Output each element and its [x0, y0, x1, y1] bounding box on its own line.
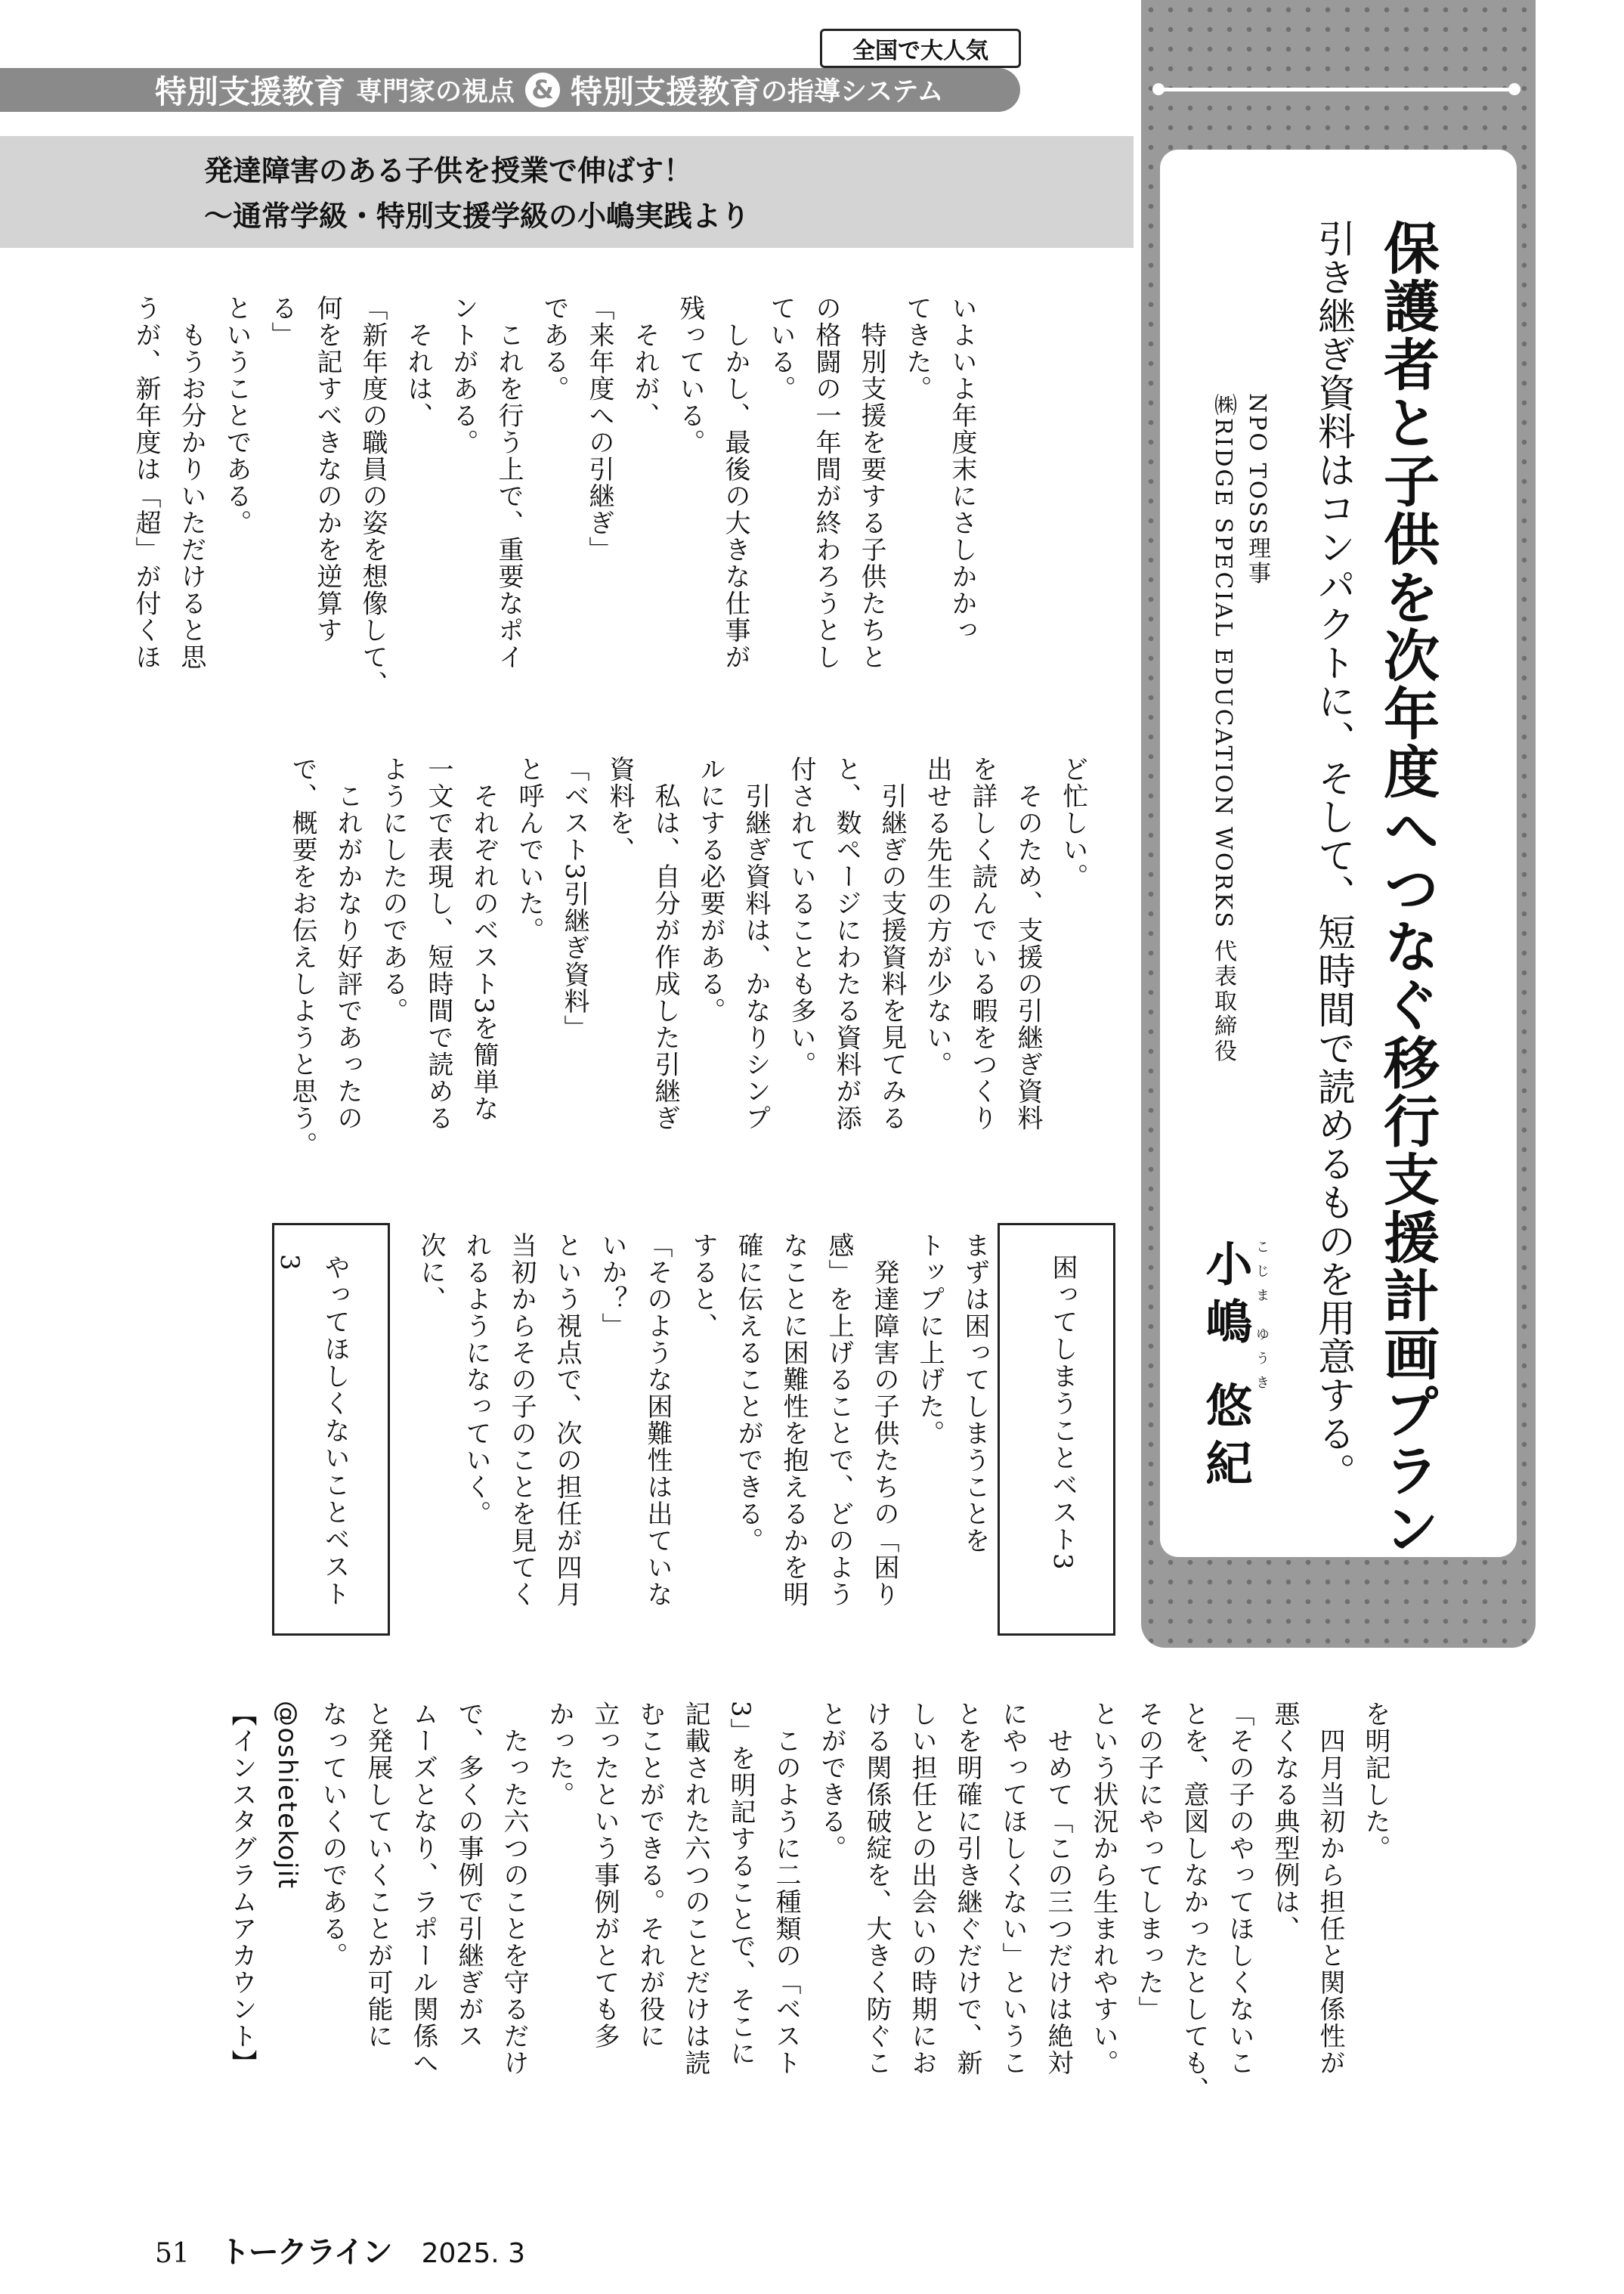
series-part1: 特別支援教育	[155, 73, 346, 110]
page-footer	[155, 2228, 525, 2271]
text-line: 感」を上げることで、どのよう	[824, 1232, 854, 1608]
text-line: である。	[539, 295, 569, 402]
text-line: 残っている。	[675, 295, 705, 456]
text-line: てきた。	[902, 295, 932, 402]
body-lower	[219, 1701, 1443, 2124]
instagram-label: 【インスタグラムアカウント】	[227, 1701, 257, 2076]
text-line: 確に伝えることができる。	[733, 1232, 763, 1554]
series-part3: 特別支援教育	[571, 73, 762, 110]
text-line: 四月当初から担任と関係性が	[1315, 1701, 1345, 2076]
series-part4: の指導システム	[761, 77, 944, 107]
panel-rule-dot-right	[1508, 83, 1520, 95]
text-line: 立ったという事例がとても多	[589, 1701, 620, 2050]
panel-rule	[1164, 88, 1511, 91]
text-line: で、概要をお伝えしようと思う。	[287, 756, 317, 1159]
series-bar-left	[0, 68, 144, 112]
text-line: で、多くの事例で引継ぎがス	[453, 1701, 484, 2050]
text-line: 付されていることも多い。	[786, 756, 816, 1078]
text-line: ようにしたのである。	[378, 756, 408, 1024]
issue-date: 2025. 3	[421, 2238, 526, 2269]
text-line: とを明確に引き継ぐだけで、新	[952, 1701, 982, 2076]
author-affiliation-1: NPO TOSS理事	[1244, 393, 1270, 587]
series-subtitle-line2: ～通常学級・特別支援学級の小嶋実践より	[204, 200, 750, 233]
box-label: やってほしくないことベスト3	[274, 1254, 350, 1608]
text-line: それが、	[629, 295, 660, 429]
text-line: と発展していくことが可能に	[363, 1701, 393, 2050]
text-line: 一文で表現し、短時間で読める	[423, 756, 453, 1132]
text-line: うが、新年度は「超」が付くほ	[131, 295, 161, 670]
box-label: 困ってしまうことベスト3	[1047, 1254, 1078, 1571]
text-line: これがかなり好評であったの	[333, 756, 363, 1132]
text-line: 出せる先生の方が少ない。	[922, 756, 952, 1078]
text-line: 「ベスト3引継ぎ資料」	[559, 756, 589, 1042]
text-line: を詳しく読んでいる暇をつくり	[967, 756, 998, 1132]
text-line: を明記した。	[1360, 1701, 1390, 1862]
text-line: せめて「この三つだけは絶対	[1043, 1701, 1073, 2076]
text-line: その子にやってしまった」	[1134, 1701, 1164, 2023]
text-line: たった六つのことを守るだけ	[499, 1701, 529, 2076]
text-line: という視点で、次の担任が四月	[552, 1232, 582, 1608]
text-line: という状況から生まれやすい。	[1088, 1701, 1118, 2076]
text-line: まずは困ってしまうことを	[960, 1232, 990, 1554]
text-line: 資料を、	[605, 756, 635, 863]
body-middle	[408, 1232, 1043, 1655]
series-part2: 専門家の視点	[356, 77, 515, 107]
text-line: いか？」	[597, 1232, 627, 1339]
text-line: このように二種類の「ベスト	[771, 1701, 801, 2076]
text-line: 記載された六つのことだけは読	[680, 1701, 710, 2076]
text-line: ルにする必要がある。	[695, 756, 725, 1024]
text-line: なっていくのである。	[317, 1701, 348, 1969]
article-title: 保護者と子供を次年度へつなぐ移行支援計画プラン	[1375, 219, 1440, 1558]
text-line: すると、	[688, 1232, 718, 1339]
text-line: 「来年度への引継ぎ」	[584, 295, 614, 563]
text-line: 「新年度の職員の姿を想像して、	[357, 295, 388, 698]
text-line: かった。	[544, 1701, 574, 1808]
ampersand-badge: &	[525, 73, 560, 107]
text-line: トップに上げた。	[914, 1232, 945, 1447]
text-line: と、数ページにわたる資料が添	[831, 756, 861, 1132]
instagram-handle: @oshietekojit	[272, 1701, 302, 1890]
text-line: ということである。	[221, 295, 252, 537]
body-upper-left	[280, 756, 1141, 1209]
text-line: なことに困難性を抱えるかを明	[778, 1232, 809, 1608]
text-line: 悪くなる典型例は、	[1270, 1701, 1300, 1943]
author-name: 小嶋 悠紀	[1198, 1240, 1253, 1497]
text-line: 「そのような困難性は出ていな	[642, 1232, 673, 1608]
text-line: それは、	[403, 295, 433, 429]
text-line: いよいよ年度末にさしかかっ	[947, 295, 977, 644]
text-line: 「その子のやってほしくないこ	[1224, 1701, 1254, 2076]
text-line: ントがある。	[448, 295, 478, 456]
text-line: 私は、自分が作成した引継ぎ	[650, 756, 680, 1132]
author-ruby: こじま ゆうき	[1254, 1240, 1270, 1400]
text-line: とができる。	[816, 1701, 846, 1862]
text-line: それぞれのベスト3を簡単な	[469, 756, 499, 1122]
text-line: もうお分かりいただけると思	[176, 295, 206, 670]
text-line: 発達障害の子供たちの「困り	[869, 1232, 899, 1608]
text-line: しい担任との出会いの時期にお	[907, 1701, 937, 2076]
series-subtitle-line1: 発達障害のある子供を授業で伸ばす！	[204, 154, 693, 187]
text-line: これを行う上で、重要なポイ	[493, 295, 524, 670]
text-line: と呼んでいた。	[514, 756, 544, 944]
text-line: にやってほしくない」というこ	[998, 1701, 1028, 2076]
text-line: 引継ぎの支援資料を見てみる	[877, 756, 907, 1132]
article-subtitle: 引き継ぎ資料はコンパクトに、そして、短時間で読めるものを用意する。	[1312, 219, 1356, 1491]
page-number: 51	[155, 2238, 190, 2269]
text-line: ける関係破綻を、大きく防ぐこ	[861, 1701, 892, 2076]
author-affiliation-2: ㈱RIDGE SPECIAL EDUCATION WORKS 代表取締役	[1210, 393, 1236, 1064]
text-line: 何を記すべきなのかを逆算す	[312, 295, 342, 644]
text-line: ている。	[766, 295, 796, 402]
text-line: ムーズとなり、ラポール関係へ	[408, 1701, 438, 2076]
text-line: の格闘の一年間が終わろうとし	[811, 295, 841, 670]
text-line: とを、意図しなかったとしても、	[1179, 1701, 1209, 2104]
text-line: ど忙しい。	[1058, 756, 1088, 890]
text-line: れるようになっていく。	[461, 1232, 491, 1528]
panel-rule-dot-left	[1152, 83, 1165, 95]
text-line: 当初からその子のことを見てく	[506, 1232, 537, 1608]
text-line: 特別支援を要する子供たちと	[856, 295, 886, 670]
text-line: 3」を明記することで、そこに	[725, 1701, 756, 2067]
magazine-logo: トークライン	[219, 2235, 391, 2270]
text-line: る」	[267, 295, 297, 348]
text-line: 引継ぎ資料は、かなりシンプ	[741, 756, 771, 1132]
series-title	[155, 70, 944, 110]
heading-box-best3-dont	[272, 1223, 390, 1636]
text-line: そのため、支援の引継ぎ資料	[1013, 756, 1043, 1132]
text-line: むことができる。それが役に	[635, 1701, 665, 2050]
text-line: 次に、	[416, 1232, 446, 1313]
popularity-ribbon: 全国で大人気	[820, 29, 1021, 68]
text-line: しかし、最後の大きな仕事が	[720, 295, 750, 670]
